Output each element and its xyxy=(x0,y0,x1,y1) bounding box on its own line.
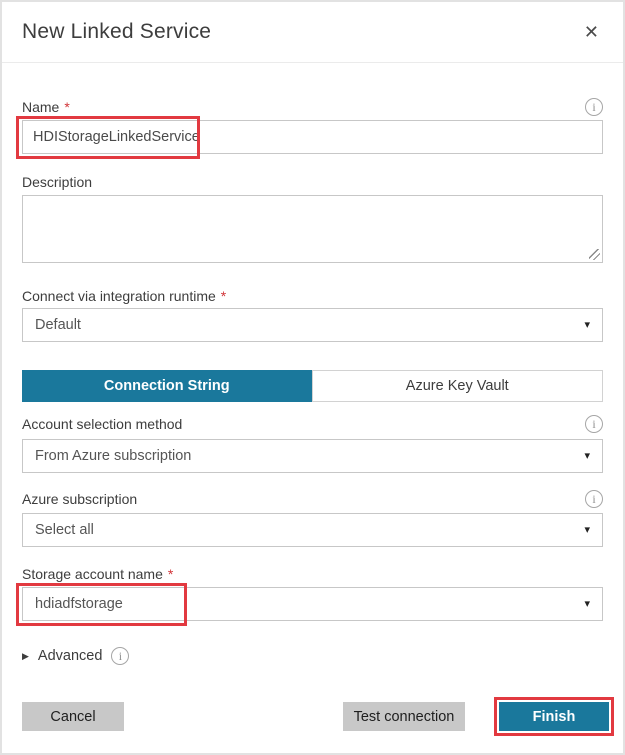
storage-account-dropdown[interactable] xyxy=(22,587,603,621)
required-marker: * xyxy=(220,287,227,304)
finish-button[interactable]: Finish xyxy=(499,702,609,731)
account-selection-dropdown[interactable] xyxy=(22,439,603,473)
close-icon[interactable]: ✕ xyxy=(580,21,603,43)
dialog-body xyxy=(2,97,623,665)
dialog-header xyxy=(2,2,623,63)
dialog-footer xyxy=(2,702,623,753)
info-icon[interactable]: i xyxy=(585,490,603,508)
description-label-row xyxy=(22,172,603,191)
chevron-down-icon: ▾ xyxy=(584,597,590,610)
azure-subscription-label: Azure subscription xyxy=(22,490,138,507)
storage-account-label-row xyxy=(22,564,603,583)
advanced-label: Advanced xyxy=(37,648,103,664)
tab-connection-string[interactable]: Connection String xyxy=(22,370,312,402)
resize-grip-icon[interactable] xyxy=(589,249,600,260)
chevron-down-icon: ▾ xyxy=(584,318,590,331)
azure-subscription-value: Select all xyxy=(35,522,94,538)
azure-subscription-dropdown[interactable] xyxy=(22,513,603,547)
cancel-button[interactable]: Cancel xyxy=(22,702,124,731)
account-selection-label: Account selection method xyxy=(22,415,183,432)
name-label-row xyxy=(22,97,603,116)
integration-runtime-label-row xyxy=(22,286,603,305)
info-icon[interactable]: i xyxy=(585,415,603,433)
integration-runtime-dropdown[interactable] xyxy=(22,308,603,342)
required-marker: * xyxy=(64,98,70,115)
description-textarea[interactable] xyxy=(22,195,603,263)
auth-method-tabs xyxy=(22,370,603,402)
integration-runtime-value: Default xyxy=(35,317,81,333)
info-icon[interactable]: i xyxy=(111,647,129,665)
account-selection-value: From Azure subscription xyxy=(35,448,192,464)
description-label: Description xyxy=(22,173,93,190)
tab-azure-key-vault[interactable]: Azure Key Vault xyxy=(312,370,604,402)
info-icon[interactable]: i xyxy=(585,98,603,116)
dialog-title: New Linked Service xyxy=(22,20,212,43)
test-connection-button[interactable]: Test connection xyxy=(343,702,465,731)
account-selection-label-row xyxy=(22,414,603,433)
azure-subscription-label-row xyxy=(22,489,603,508)
integration-runtime-label: Connect via integration runtime xyxy=(22,287,216,304)
name-label: Name xyxy=(22,98,60,115)
storage-account-label: Storage account name xyxy=(22,565,163,582)
chevron-down-icon: ▾ xyxy=(584,523,590,536)
chevron-right-icon: ▶ xyxy=(22,650,29,661)
advanced-expander[interactable] xyxy=(22,647,129,665)
chevron-down-icon: ▾ xyxy=(584,449,590,462)
storage-account-value: hdiadfstorage xyxy=(35,596,123,612)
name-input[interactable] xyxy=(22,120,603,154)
required-marker: * xyxy=(167,565,174,582)
